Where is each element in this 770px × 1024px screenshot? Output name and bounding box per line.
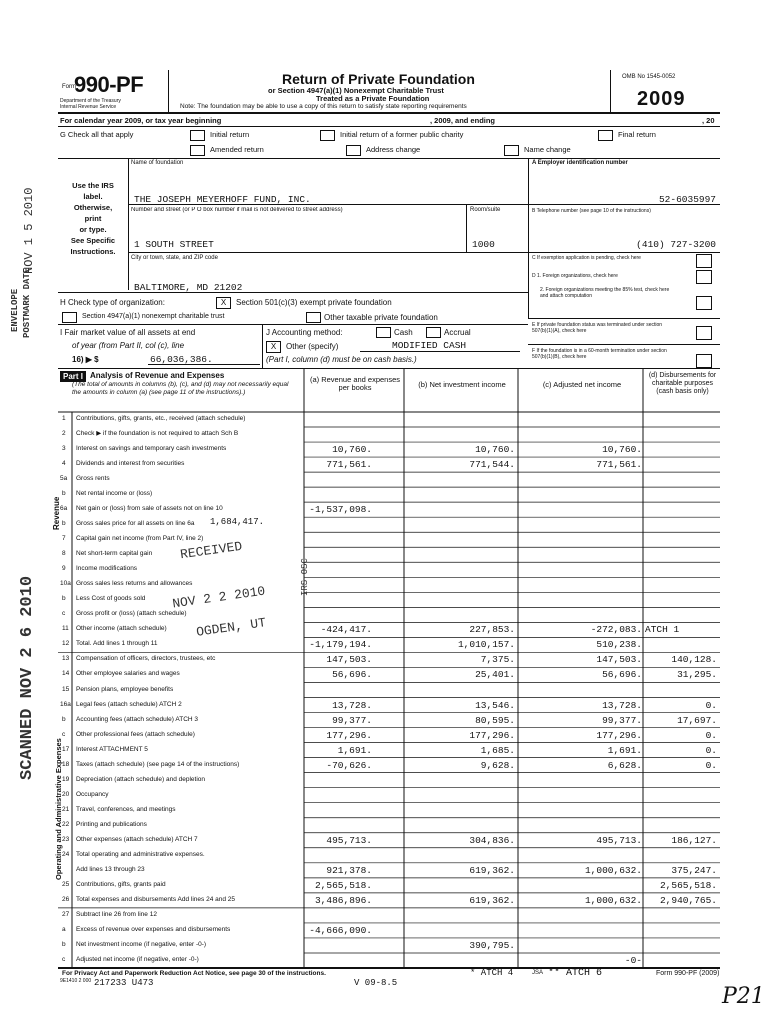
line-number: 14 — [62, 670, 70, 678]
part-i-heading: Analysis of Revenue and Expenses — [90, 371, 225, 380]
line-description: Occupancy — [76, 790, 109, 798]
col-d-amount[interactable]: 0. — [705, 699, 717, 711]
col-c-amount[interactable]: 177,296. — [596, 729, 642, 741]
paperwork-notice: For Privacy Act and Paperwork Reduction Act Notice, see page 30 of the instructions. — [62, 970, 326, 977]
col-b-amount[interactable]: 9,628. — [480, 759, 515, 771]
col-b-amount[interactable]: 304,836. — [469, 834, 515, 846]
room-suite[interactable]: 1000 — [472, 239, 495, 250]
name-caption: Name of foundation — [131, 160, 184, 166]
col-c-amount[interactable]: 495,713. — [596, 834, 642, 846]
col-c-amount[interactable]: 771,561. — [596, 459, 642, 471]
line-description: Pension plans, employee benefits — [76, 685, 174, 693]
col-d-amount[interactable]: 140,128. — [671, 654, 717, 666]
col-d-amount[interactable]: 0. — [705, 744, 717, 756]
line-number: 17 — [62, 745, 70, 753]
line-description: Other income (attach schedule) — [76, 625, 167, 633]
year-suffix: , 20 — [702, 116, 715, 125]
line-description: Gross sales price for all assets on line 6a — [76, 520, 195, 528]
city-caption: City or town, state, and ZIP code — [131, 255, 218, 261]
i-fmv-label-3: 16) ▶ $ — [72, 355, 99, 364]
line-description: Subtract line 26 from line 12 — [76, 910, 157, 918]
address-change-label: Address change — [366, 145, 421, 154]
line-description: Interest on savings and temporary cash investments — [76, 445, 227, 453]
d1-foreign-text: D 1. Foreign organizations, check here — [532, 273, 618, 279]
col-a-amount[interactable]: 3,486,896. — [314, 894, 372, 906]
jsa-mark: JSA — [532, 970, 544, 976]
col-c-amount[interactable]: 1,691. — [607, 744, 642, 756]
line-description: Gross profit or (loss) (attach schedule) — [76, 610, 187, 618]
line-description: Net gain or (loss) from sale of assets not on line 10 — [76, 505, 223, 513]
line-number: 1 — [62, 415, 66, 422]
col-d-amount[interactable]: 0. — [705, 729, 717, 741]
line-number: 2 — [62, 430, 66, 438]
line-number: c — [62, 955, 66, 963]
col-a-amount[interactable]: -1,179,194. — [309, 639, 372, 651]
col-b-amount[interactable]: 25,401. — [475, 669, 515, 681]
col-d-amount[interactable]: 31,295. — [677, 669, 717, 681]
room-caption: Room/suite — [470, 207, 501, 213]
foundation-name[interactable]: THE JOSEPH MEYERHOFF FUND, INC. — [134, 194, 311, 205]
line-description: Contributions, gifts, grants paid — [76, 880, 166, 888]
line-description: Other employee salaries and wages — [76, 670, 180, 678]
col-c-amount[interactable]: 147,503. — [596, 654, 642, 666]
line-number: 26 — [62, 895, 70, 903]
line-number: b — [62, 940, 66, 948]
part-i-note: (The total of amounts in columns (b), (c), and (d) may not necessarily equal the amounts in column (a) (see page 11 of the instructions).) — [72, 381, 289, 396]
col-d-amount[interactable]: 0. — [705, 759, 717, 771]
expenses-side-label: Operating and Administrative Expenses — [54, 738, 63, 880]
irs-service: Internal Revenue Service — [60, 104, 117, 110]
col-b-amount[interactable]: 227,853. — [469, 624, 515, 636]
street-address[interactable]: 1 SOUTH STREET — [134, 239, 214, 250]
col-a-amount[interactable]: -4,666,090. — [309, 924, 372, 936]
d2-foreign-text: 2. Foreign organizations meeting the 85% test, check here and attach computation — [540, 287, 670, 299]
col-b-amount[interactable]: 619,362. — [469, 894, 515, 906]
line-number: 21 — [62, 805, 70, 813]
check-all-label: G Check all that apply — [60, 130, 134, 139]
calendar-year-label: For calendar year 2009, or tax year beginning — [60, 116, 222, 125]
col-a-amount[interactable]: 56,696. — [332, 669, 372, 681]
ein-value[interactable]: 52-6035997 — [658, 194, 716, 205]
line-description: Gross rents — [76, 475, 110, 483]
footer-code-1: 9E1410 2 000 — [60, 978, 92, 984]
omb-number: OMB No 1545-0052 — [622, 74, 676, 80]
line-description: Compensation of officers, directors, trustees, etc — [76, 655, 216, 663]
f-60month-text: F If the foundation is in a 60-month termination under section 507(b)(1)(B), check here — [532, 348, 667, 360]
envelope-stamp-1: ENVELOPE — [10, 288, 20, 332]
line-description: Other professional fees (attach schedule) — [76, 730, 195, 738]
initial-former-label: Initial return of a former public charity — [340, 130, 464, 139]
page-handwritten-mark: P21 — [722, 984, 765, 1009]
form-word: Form — [62, 84, 76, 90]
col-b-amount[interactable]: 7,375. — [480, 654, 515, 666]
j-cash-basis-note: (Part I, column (d) must be on cash basis.) — [266, 355, 417, 364]
ogden-stamp: OGDEN, UT — [195, 615, 267, 640]
line-description: Travel, conferences, and meetings — [76, 805, 176, 813]
line-number: c — [62, 610, 66, 618]
line-description: Net short-term capital gain — [76, 550, 153, 558]
line-description: Net investment income (if negative, enter -0-) — [76, 940, 207, 948]
line-description: Accounting fees (attach schedule) ATCH 3 — [76, 715, 198, 723]
footer-code-2: 217233 U473 — [94, 978, 154, 988]
line-description: Depreciation (attach schedule) and depletion — [76, 775, 206, 783]
col-b-amount[interactable]: 1,685. — [480, 744, 515, 756]
and-ending-label: , 2009, and ending — [430, 116, 496, 125]
line-number: 27 — [62, 910, 70, 918]
line-number: 20 — [62, 790, 70, 798]
col-a-amount[interactable]: 10,760. — [332, 444, 372, 456]
line-description: Contributions, gifts, grants, etc., received (attach schedule) — [76, 415, 246, 422]
line-description: Capital gain net income (from Part IV, line 2) — [76, 535, 204, 543]
line-description: Gross sales less returns and allowances — [76, 580, 193, 588]
atch4-note: * ATCH 4 — [470, 968, 514, 978]
line-number: b — [62, 595, 66, 603]
col-b-amount[interactable]: 177,296. — [469, 729, 515, 741]
line-number: 7 — [62, 535, 66, 543]
col-b-amount[interactable]: 13,546. — [475, 699, 515, 711]
col-c-amount[interactable]: 6,628. — [607, 759, 642, 771]
initial-return-label: Initial return — [210, 130, 250, 139]
i-fmv-label-2: of year (from Part II, col (c), line — [72, 341, 185, 350]
col-a-amount[interactable]: 2,565,518. — [314, 879, 372, 891]
revenue-side-label: Revenue — [52, 496, 61, 530]
line-description: Check ▶ if the foundation is not required to attach Sch B — [76, 430, 239, 438]
col-c-header: (c) Adjusted net income — [542, 380, 622, 389]
scanned-stamp: SCANNED NOV 2 6 2010 — [18, 575, 37, 780]
fmv-value[interactable]: 66,036,386. — [150, 354, 213, 365]
line-description: Income modifications — [76, 565, 138, 573]
col-a-amount[interactable]: 13,728. — [332, 699, 372, 711]
line-description: Printing and publications — [76, 820, 147, 828]
line-number: 12 — [62, 640, 70, 648]
h-other-taxable-label: Other taxable private foundation — [324, 313, 438, 322]
irs-osc-stamp: IRS-OSC — [300, 558, 310, 596]
line-description: Add lines 13 through 23 — [76, 865, 145, 873]
line-description: Other expenses (attach schedule) ATCH 7 — [76, 835, 198, 843]
line-description: Legal fees (attach schedule) ATCH 2 — [76, 700, 182, 708]
col-d-amount[interactable]: 186,127. — [671, 834, 717, 846]
col-a-amount[interactable]: -1,537,098. — [309, 504, 372, 516]
form-footer: Form 990-PF (2009) — [656, 970, 720, 977]
col-d-amount[interactable]: 375,247. — [671, 864, 717, 876]
col-c-amount[interactable]: 1,000,632. — [584, 894, 642, 906]
final-return-label: Final return — [618, 130, 656, 139]
accrual-label: Accrual — [444, 328, 471, 337]
envelope-date-stamp: NOV 1 5 2010 — [22, 187, 36, 274]
line-number: 10a — [60, 580, 71, 588]
col-d-header: (d) Disbursements for charitable purposes (cash basis only) — [648, 372, 717, 395]
other-method-checkbox[interactable]: X — [266, 341, 281, 353]
col-c-amount[interactable]: -272,083. — [590, 624, 642, 636]
line-description: Total operating and administrative expenses. — [76, 850, 205, 858]
line-number: 8 — [62, 550, 66, 558]
form-subtitle-1: or Section 4947(a)(1) Nonexempt Charitable Trust — [268, 86, 444, 95]
line-number: 18 — [62, 760, 70, 768]
line-number: 4 — [62, 460, 66, 468]
col-b-amount[interactable]: 390,795. — [469, 939, 515, 951]
line-number: 9 — [62, 565, 66, 573]
col-b-amount[interactable]: 619,362. — [469, 864, 515, 876]
col-c-amount[interactable]: 99,377. — [602, 714, 642, 726]
line-number: 25 — [62, 880, 70, 888]
other-method-label: Other (specify) — [286, 342, 339, 351]
line-number: 13 — [62, 655, 70, 663]
col-a-amount[interactable]: 99,377. — [332, 714, 372, 726]
col-b-amount[interactable]: 1,010,157. — [457, 639, 515, 651]
j-accounting-label: J Accounting method: — [266, 328, 343, 337]
col-a-amount[interactable]: -424,417. — [320, 624, 372, 636]
line-description: Net rental income or (loss) — [76, 490, 153, 498]
col-d-amount[interactable]: ATCH 1 — [645, 624, 680, 636]
amended-return-label: Amended return — [210, 145, 264, 154]
col-b-header: (b) Net investment income — [418, 380, 506, 389]
h-501c3-checkbox[interactable]: X — [216, 297, 231, 309]
ein-caption: A Employer identification number — [532, 160, 628, 166]
h-type-label: H Check type of organization: — [60, 298, 165, 307]
line-description: Adjusted net income (if negative, enter -0-) — [76, 955, 199, 963]
line-description: Total. Add lines 1 through 11 — [76, 640, 158, 648]
city-state-zip[interactable]: BALTIMORE, MD 21202 — [134, 282, 243, 293]
name-change-label: Name change — [524, 145, 571, 154]
col-a-amount[interactable]: 495,713. — [326, 834, 372, 846]
line-description: Excess of revenue over expenses and disbursements — [76, 925, 231, 933]
received-stamp: RECEIVED — [179, 538, 244, 563]
line-number: 22 — [62, 820, 70, 828]
col-c-amount[interactable]: 510,238. — [596, 639, 642, 651]
line-description: Total expenses and disbursements Add lines 24 and 25 — [76, 895, 235, 903]
col-d-amount[interactable]: 2,565,518. — [659, 879, 717, 891]
col-a-amount[interactable]: 921,378. — [326, 864, 372, 876]
col-a-amount[interactable]: -70,626. — [326, 759, 372, 771]
col-c-amount[interactable]: 10,760. — [602, 444, 642, 456]
line-description: Less Cost of goods sold — [76, 595, 146, 603]
street-caption: Number and street (or P O box number if mail is not delivered to street address) — [131, 207, 343, 213]
line-number: 23 — [62, 835, 70, 843]
col-b-amount[interactable]: 10,760. — [475, 444, 515, 456]
department: Department of the Treasury — [60, 98, 121, 104]
use-irs-label-block: Use the IRS label. Otherwise, print or type. See Specific Instructions. — [70, 181, 116, 256]
line-description: Dividends and interest from securities — [76, 460, 185, 468]
line-number: 24 — [62, 850, 70, 858]
col-c-amount[interactable]: 13,728. — [602, 699, 642, 711]
line-number: b — [62, 490, 66, 498]
col-c-amount[interactable]: 1,000,632. — [584, 864, 642, 876]
other-method-value[interactable]: MODIFIED CASH — [392, 340, 467, 351]
envelope-stamp-2: POSTMARK DATE — [22, 267, 32, 338]
phone-value[interactable]: (410) 727-3200 — [636, 239, 716, 250]
form-subtitle-2: Treated as a Private Foundation — [316, 94, 430, 103]
line-number: 16a — [60, 700, 71, 708]
line-number: 5a — [60, 475, 68, 483]
line-description: Interest ATTACHMENT 5 — [76, 745, 148, 753]
line-number: a — [62, 925, 66, 933]
c-exemption-text: C If exemption application is pending, check here — [532, 255, 641, 261]
form-title: Return of Private Foundation — [282, 71, 475, 87]
form-note: Note: The foundation may be able to use a copy of this return to satisfy state reporting requirements — [180, 103, 467, 110]
line-number: b — [62, 520, 66, 528]
footer-version: V 09-8.5 — [354, 978, 398, 988]
form-number: 990-PF — [74, 72, 144, 97]
part-i-label: Part I — [60, 371, 86, 382]
line-number: 15 — [62, 685, 70, 693]
line-description: Taxes (attach schedule) (see page 14 of the instructions) — [76, 760, 240, 768]
line-number: c — [62, 730, 66, 738]
col-a-amount[interactable]: 147,503. — [326, 654, 372, 666]
line-6b-amount[interactable]: 1,684,417. — [210, 517, 265, 527]
i-fmv-label-1: I Fair market value of all assets at end — [60, 328, 196, 337]
e-terminated-text: E If private foundation status was terminated under section 507(b)(1)(A), check here — [532, 322, 663, 334]
col-a-amount[interactable]: 771,561. — [326, 459, 372, 471]
col-a-header: (a) Revenue and expenses per books — [309, 375, 401, 392]
col-c-amount[interactable]: -0- — [624, 954, 642, 966]
h-501c3-label: Section 501(c)(3) exempt private foundation — [236, 298, 392, 307]
col-d-amount[interactable]: 2,940,765. — [659, 894, 717, 906]
col-a-amount[interactable]: 1,691. — [337, 744, 372, 756]
line-number: 3 — [62, 445, 66, 453]
col-b-amount[interactable]: 80,595. — [475, 714, 515, 726]
col-a-amount[interactable]: 177,296. — [326, 729, 372, 741]
line-number: 11 — [62, 625, 69, 633]
h-4947-label: Section 4947(a)(1) nonexempt charitable trust — [82, 313, 225, 320]
col-c-amount[interactable]: 56,696. — [602, 669, 642, 681]
received-date-stamp: NOV 2 2 2010 — [171, 583, 267, 612]
tax-year: 2009 — [637, 88, 686, 110]
col-b-amount[interactable]: 771,544. — [469, 459, 515, 471]
atch6-note: ** ATCH 6 — [548, 968, 603, 979]
line-number: 6a — [60, 505, 68, 513]
cash-label: Cash — [394, 328, 413, 337]
line-number: 19 — [62, 775, 70, 783]
phone-caption: B Telephone number (see page 10 of the instructions) — [532, 208, 651, 214]
col-d-amount[interactable]: 17,697. — [677, 714, 717, 726]
line-number: b — [62, 715, 66, 723]
